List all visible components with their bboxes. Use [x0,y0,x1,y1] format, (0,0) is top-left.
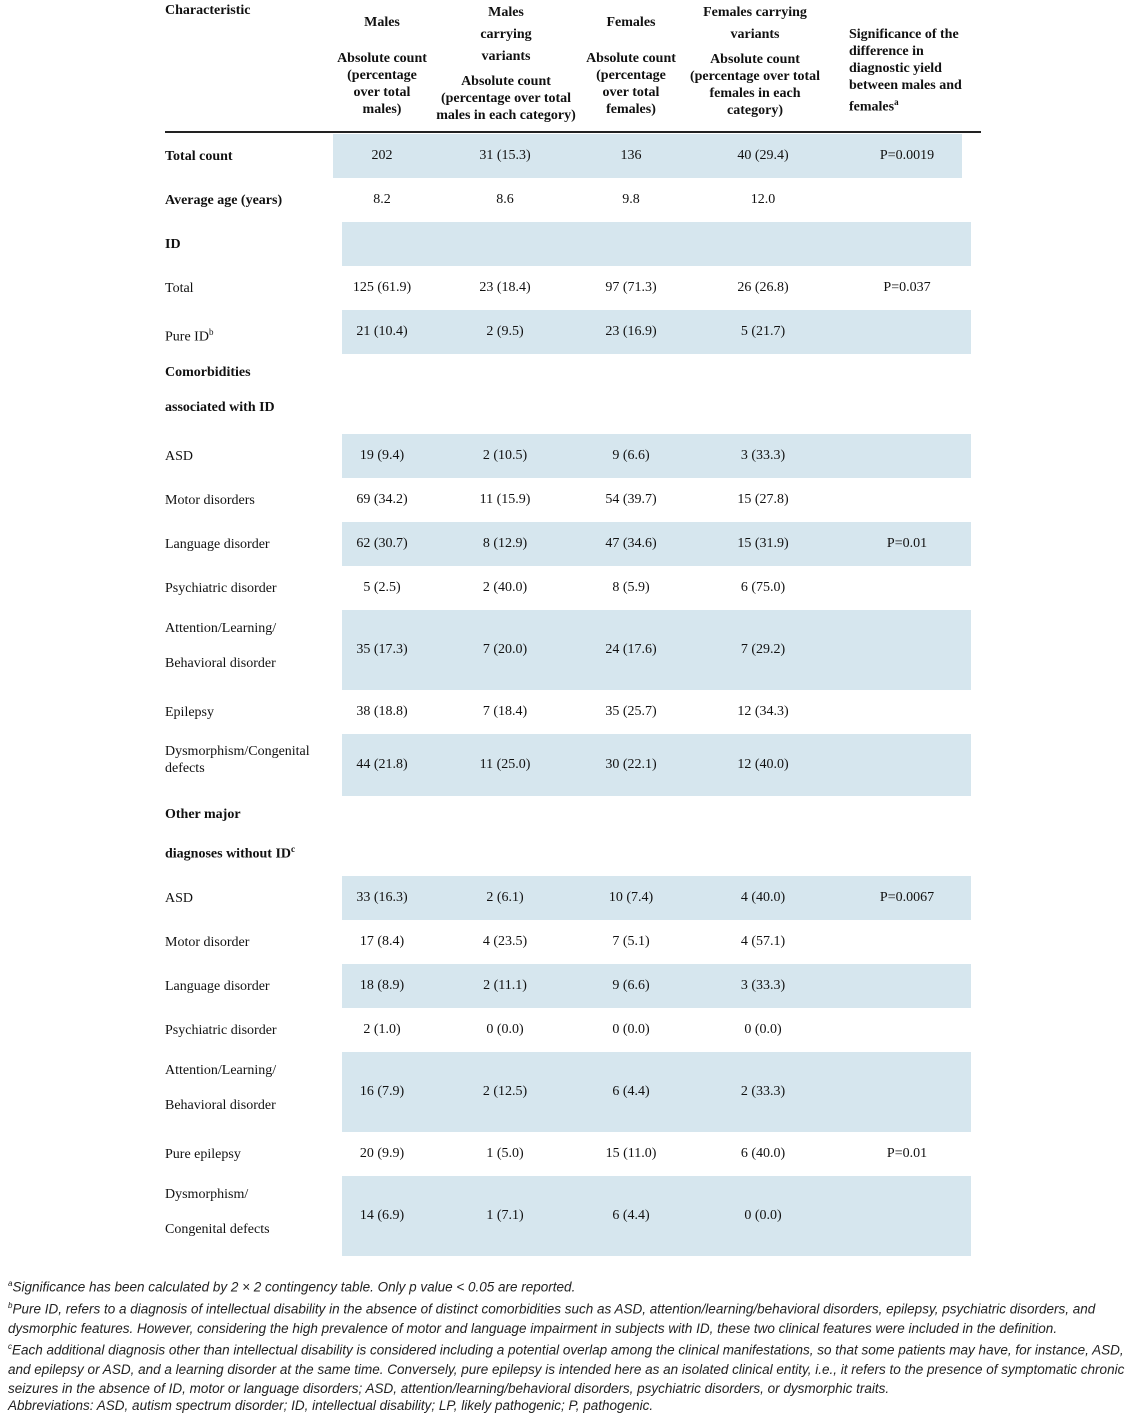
cell-females: 9.8 [622,192,640,207]
cell-males-carrying: 23 (18.4) [479,280,531,295]
table-row [0,796,1145,876]
cell-males-carrying: 2 (6.1) [486,890,524,905]
row-label-line2 [165,832,295,872]
header-females [581,14,681,118]
footnote-c [8,1337,1136,1398]
row-label [165,139,233,174]
row-label-line2-text: Behavioral disorder [165,1098,276,1113]
row-label-line2 [165,646,276,681]
row-label: Comorbidities [165,365,251,380]
table-row [0,566,1145,610]
cell-males-carrying: 8 (12.9) [482,536,528,551]
cell-females-carrying: 7 (29.2) [740,642,786,657]
cell-males: 69 (34.2) [356,492,408,507]
cell-males: 5 (2.5) [363,580,401,595]
row-label-line2-text: Behavioral disorder [165,656,276,671]
table-row [0,690,1145,734]
row-label-text: Language disorder [165,536,270,552]
table-row [0,178,1145,222]
cell-males-carrying: 11 (25.0) [479,757,531,772]
table-row [0,266,1145,310]
cell-males-carrying: 1 (5.0) [486,1146,524,1161]
footnote-a-text: Significance has been calculated by 2 × 2 contingency table. Only p value < 0.05 are reported. [12,1279,576,1295]
cell-females-carrying: 6 (75.0) [740,580,786,595]
row-label-text: Psychiatric disorder [165,580,277,596]
row-label-line2 [165,751,205,787]
cell-females: 0 (0.0) [612,1022,650,1037]
cell-males: 33 (16.3) [356,890,408,905]
row-label: Attention/Learning/ [165,621,277,636]
table-row [0,478,1145,522]
footnote-a-sup: a [8,1279,13,1288]
header-significance-text: Significance of the difference in diagnostic yield between males and females [849,27,962,115]
header-males-sub: (percentage over total males) [347,68,417,117]
row-label-line2 [165,390,275,425]
cell-significance: P=0.037 [883,280,931,295]
cell-females: 8 (5.9) [612,580,650,595]
row-label [165,315,213,355]
header-males-carrying [435,2,577,124]
cell-males: 16 (7.9) [359,1084,405,1099]
row-label-text: ASD [165,448,194,464]
cell-females-carrying: 0 (0.0) [744,1022,782,1037]
header-rule [165,131,981,133]
row-label [165,227,181,262]
cell-females-carrying: 12 (40.0) [737,757,789,772]
cell-males: 20 (9.9) [359,1146,405,1161]
row-label-line2-text: Congenital defects [165,1222,270,1237]
header-females-sub: (percentage over total females) [596,68,666,117]
cell-males-carrying: 11 (15.9) [479,492,531,507]
cell-females: 47 (34.6) [605,536,657,551]
table-row [0,522,1145,566]
header-females-title: Females [606,15,656,30]
table-row [0,310,1145,354]
cell-males-carrying: 2 (10.5) [482,448,528,463]
cell-males-carrying: 7 (18.4) [482,704,528,719]
cell-females: 35 (25.7) [605,704,657,719]
cell-males-carrying: 31 (15.3) [479,148,531,163]
cell-significance: P=0.01 [886,536,928,551]
cell-significance: P=0.0019 [879,148,935,163]
cell-females-carrying: 4 (40.0) [740,890,786,905]
row-label [165,881,193,916]
footnote-a [8,1274,1136,1297]
row-label-line2-text: associated with ID [165,400,275,415]
cell-females: 54 (39.7) [605,492,657,507]
footnote-abbreviations: Abbreviations: ASD, autism spectrum disorder; ID, intellectual disability; LP, likely pathogenic; P, pathogenic. [8,1398,654,1413]
cell-females-carrying: 5 (21.7) [740,324,786,339]
header-significance [849,26,979,116]
header-males [332,14,432,118]
cell-males: 17 (8.4) [359,934,405,949]
header-females-carrying [680,2,830,119]
cell-females: 24 (17.6) [605,642,657,657]
cell-females: 97 (71.3) [605,280,657,295]
cell-males: 35 (17.3) [356,642,408,657]
row-label-footnote-marker: b [208,326,214,337]
cell-females-carrying: 2 (33.3) [740,1084,786,1099]
row-label-text: Average age (years) [165,192,283,208]
header-females-carrying-sub: (percentage over total females in each category) [689,69,821,118]
cell-males: 38 (18.8) [356,704,408,719]
cell-females: 9 (6.6) [612,448,650,463]
table-row [0,920,1145,964]
row-label [165,695,214,730]
header-males-carrying-title: Males carrying variants [480,5,532,64]
row-label-text: ID [165,236,181,252]
cell-males-carrying: 0 (0.0) [486,1022,524,1037]
row-label [165,571,277,606]
cell-females: 6 (4.4) [612,1208,650,1223]
cell-males: 21 (10.4) [356,324,408,339]
row-label-line2 [165,1212,270,1247]
cell-females: 15 (11.0) [605,1146,657,1161]
row-label [165,183,282,218]
table-row [0,1176,1145,1256]
row-label [165,1013,277,1048]
table-row [0,354,1145,434]
footnote-b-text: Pure ID, refers to a diagnosis of intellectual disability in the absence of distinct comorbidities such as ASD, attention/learning/behavioral disorders, epilepsy, psychiatric disorders, and dysmorphic features. However, considering the high prevalence of motor and language impairment in subjects with ID, these two clinical features were included in the definition. [8,1301,1096,1336]
cell-females-carrying: 15 (31.9) [737,536,789,551]
row-label-text: Motor disorder [165,934,250,950]
cell-significance: P=0.01 [886,1146,928,1161]
row-label: Dysmorphism/Congenital [165,744,310,759]
cell-females-carrying: 3 (33.3) [740,448,786,463]
cell-males-carrying: 7 (20.0) [482,642,528,657]
row-label [165,925,249,960]
header-characteristic: Characteristic [165,3,251,18]
row-label: Dysmorphism/ [165,1187,249,1202]
row-label-text: Epilepsy [165,704,214,720]
cell-males-carrying: 1 (7.1) [486,1208,524,1223]
cell-males-carrying: 4 (23.5) [482,934,528,949]
cell-females-carrying: 12 (34.3) [737,704,789,719]
table-row [0,964,1145,1008]
cell-females-carrying: 4 (57.1) [740,934,786,949]
footnote-c-sup: c [8,1342,12,1351]
cell-males: 2 (1.0) [363,1022,401,1037]
cell-females: 7 (5.1) [612,934,650,949]
table-row [0,434,1145,478]
row-label [165,271,194,306]
table-row [0,734,1145,796]
row-label [165,969,270,1004]
cell-males-carrying: 2 (11.1) [483,978,527,993]
row-label-text: Language disorder [165,978,270,994]
row-label-text: ASD [165,890,194,906]
cell-significance: P=0.0067 [879,890,935,905]
cell-males: 14 (6.9) [359,1208,405,1223]
cell-males: 44 (21.8) [356,757,408,772]
cell-males: 8.2 [373,192,391,207]
table-row [0,1052,1145,1132]
table-row [0,134,1145,178]
footnote-a-marker: a [894,97,899,107]
row-label-text: Total [165,280,194,296]
cell-females-carrying: 15 (27.8) [737,492,789,507]
footnote-c-text: Each additional diagnosis other than intellectual disability is considered including a potential overlap among the clinical manifestations, so that some patients may have, for instance, ASD, and epilepsy or ASD, and a learning disorder at the same time. Conversely, pure epilepsy is intended here as an isolated clinical entity, i.e., it refers to the presence of symptomatic chronic seizures in the absence of ID, motor or language disorders; ASD, attention/learning/behavioral disorders, psychiatric disorders, or dysmorphic traits. [8,1342,1125,1396]
cell-males: 18 (8.9) [359,978,405,993]
header-males-carrying-sub: (percentage over total males in each category) [436,91,576,123]
header-females-abs: Absolute count [586,51,676,66]
cell-females: 10 (7.4) [608,890,654,905]
cell-females-carrying: 12.0 [750,192,776,207]
header-males-carrying-abs: Absolute count [461,74,551,89]
row-label: Attention/Learning/ [165,1063,277,1078]
row-label-line2-text: diagnoses without ID [165,846,292,862]
table-row [0,1132,1145,1176]
row-label-line2-text: defects [165,761,205,776]
cell-females-carrying: 6 (40.0) [740,1146,786,1161]
cell-males: 19 (9.4) [359,448,405,463]
row-label: Other major [165,807,241,822]
table-row [0,610,1145,690]
cell-males: 62 (30.7) [356,536,408,551]
row-label-text: Total count [165,148,233,164]
header-males-title: Males [364,15,400,30]
header-males-abs: Absolute count [337,51,427,66]
row-label [165,1137,241,1172]
cell-females: 9 (6.6) [612,978,650,993]
row-label-text: Motor disorders [165,492,255,508]
row-label-text: Pure epilepsy [165,1146,241,1162]
cell-females-carrying: 3 (33.3) [740,978,786,993]
header-females-carrying-abs: Absolute count [710,52,800,67]
cell-females-carrying: 40 (29.4) [737,148,789,163]
table-row [0,876,1145,920]
cell-males: 202 [371,148,393,163]
row-label [165,483,255,518]
cell-females-carrying: 0 (0.0) [744,1208,782,1223]
cell-males-carrying: 2 (12.5) [482,1084,528,1099]
cell-females-carrying: 26 (26.8) [737,280,789,295]
header-females-carrying-title: Females carrying variants [703,5,807,42]
cell-females: 23 (16.9) [605,324,657,339]
row-label-footnote-marker: c [291,844,296,854]
cell-females: 30 (22.1) [605,757,657,772]
cell-females: 136 [620,148,642,163]
footnote-b-sup: b [8,1301,13,1310]
row-label [165,439,193,474]
cell-males-carrying: 8.6 [496,192,514,207]
cell-females: 6 (4.4) [612,1084,650,1099]
row-label-text: Psychiatric disorder [165,1022,277,1038]
row-shading [342,222,971,266]
table-row [0,1008,1145,1052]
cell-males-carrying: 2 (40.0) [482,580,528,595]
footnote-b [8,1296,1136,1338]
row-label-text: Pure ID [165,329,209,345]
cell-males: 125 (61.9) [352,280,412,295]
table-row [0,222,1145,266]
row-label-line2 [165,1088,276,1123]
row-label [165,527,270,562]
cell-males-carrying: 2 (9.5) [486,324,524,339]
